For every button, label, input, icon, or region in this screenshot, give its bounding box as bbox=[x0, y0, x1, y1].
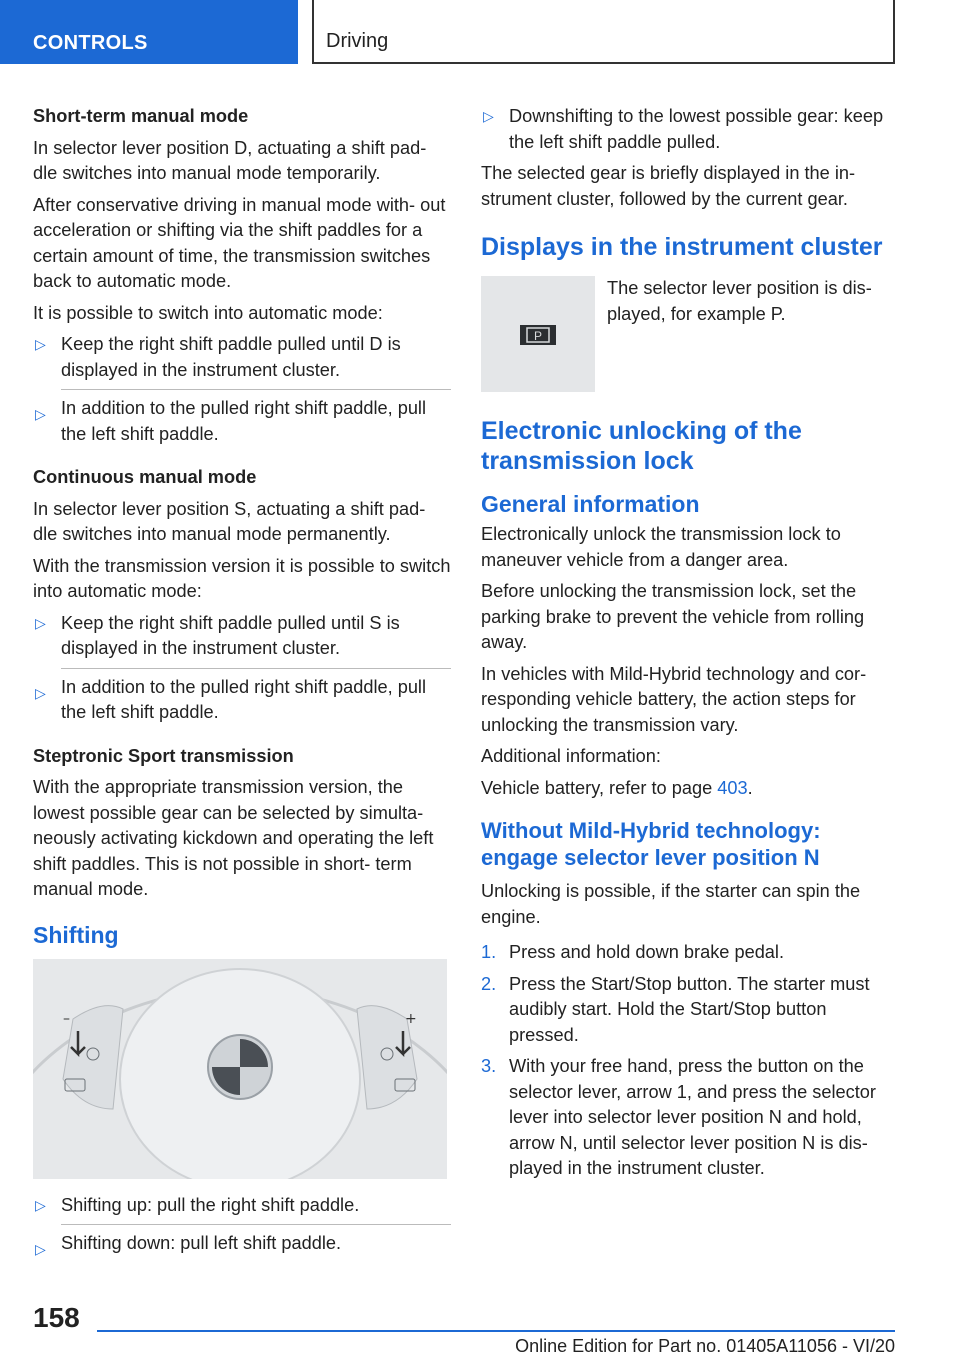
list-item: ▷ Keep the right shift paddle pulled until D is displayed in the instrument cluster. bbox=[35, 334, 401, 380]
steptronic-p1: With the appropriate transmission version, the lowest possible gear can be selected by simulta‐ neously activating kickdown and operating the left shift paddles. This is not possible in short- term manual mode. bbox=[33, 777, 434, 899]
continuous-p2: With the transmission version it is possible to switch into automatic mode: bbox=[33, 555, 451, 601]
edition-footer: Online Edition for Part no. 01405A11056 - VI/20 bbox=[515, 1336, 895, 1356]
battery-reference: Vehicle battery, refer to page 403. bbox=[481, 777, 753, 798]
divider bbox=[61, 1224, 451, 1225]
divider bbox=[61, 668, 451, 669]
list-item: ▷ In addition to the pulled right shift paddle, pull the left shift paddle. bbox=[33, 389, 451, 447]
short-term-p2: After conservative driving in manual mode with‐ out acceleration or shifting via the shift paddles for a certain amount of time, the transmission switches back to automatic mode. bbox=[33, 194, 446, 291]
without-heading: Without Mild-Hybrid technology: engage selector lever position N bbox=[481, 818, 821, 870]
right-top-p1: The selected gear is briefly displayed in the in‐ strument cluster, followed by the current gear. bbox=[481, 163, 856, 209]
list-item: ▷ Shifting down: pull left shift paddle. bbox=[33, 1224, 451, 1257]
shifting-list bbox=[33, 1193, 451, 1257]
downshift-list bbox=[481, 104, 901, 155]
triangle-right-icon: ▷ bbox=[35, 614, 46, 631]
page-header bbox=[0, 0, 960, 66]
general-p2: Before unlocking the transmission lock, set the parking brake to prevent the vehicle from rolling away. bbox=[481, 581, 865, 652]
triangle-right-icon: ▷ bbox=[35, 684, 46, 701]
general-p3: In vehicles with Mild-Hybrid technology and cor‐ responding vehicle battery, the action steps for unlocking the transmission vary. bbox=[481, 663, 867, 735]
svg-text:+: + bbox=[405, 1010, 417, 1027]
page-link[interactable]: 403 bbox=[717, 777, 748, 798]
cluster-gear-label: P bbox=[533, 329, 543, 343]
list-item: 3. With your free hand, press the button on the selector lever, arrow 1, and press the selector lever into selector lever position N and hold, arrow N, until selector lever position N is dis‐ played in the instrument cluster. bbox=[481, 1056, 876, 1178]
left-column bbox=[33, 104, 451, 1263]
unlock-heading: Electronic unlocking of the transmission lock bbox=[481, 417, 802, 475]
svg-text:–: – bbox=[63, 1010, 70, 1027]
short-term-p3: It is possible to switch into automatic mode: bbox=[33, 302, 383, 323]
chapter-title: Driving bbox=[312, 0, 895, 64]
step-number: 2. bbox=[481, 973, 497, 994]
step-number: 1. bbox=[481, 942, 497, 962]
continuous-list bbox=[33, 611, 451, 726]
cluster-block bbox=[481, 276, 901, 394]
right-column bbox=[481, 104, 901, 1188]
steering-wheel-image bbox=[33, 959, 447, 1179]
list-item: ▷ Keep the right shift paddle pulled until S is displayed in the instrument cluster. bbox=[35, 612, 400, 658]
list-item: ▷ Downshifting to the lowest possible gear: keep the left shift paddle pulled. bbox=[483, 106, 884, 152]
page-number: 158 bbox=[33, 1302, 80, 1333]
footer-divider bbox=[97, 1330, 895, 1332]
list-item: 1. Press and hold down brake pedal. bbox=[481, 940, 901, 966]
continuous-title: Continuous manual mode bbox=[33, 467, 257, 487]
triangle-right-icon: ▷ bbox=[483, 108, 494, 124]
general-p4: Additional information: bbox=[481, 746, 661, 766]
triangle-right-icon: ▷ bbox=[35, 406, 46, 422]
triangle-right-icon: ▷ bbox=[35, 336, 46, 352]
general-p1: Electronically unlock the transmission lock to maneuver vehicle from a danger area. bbox=[481, 524, 841, 570]
divider bbox=[61, 389, 451, 390]
instrument-cluster-image bbox=[481, 276, 595, 392]
displays-heading: Displays in the instrument cluster bbox=[481, 233, 883, 261]
triangle-right-icon: ▷ bbox=[35, 1241, 46, 1257]
steptronic-title: Steptronic Sport transmission bbox=[33, 745, 294, 766]
shifting-heading: Shifting bbox=[33, 921, 119, 948]
section-tab[interactable]: CONTROLS bbox=[0, 0, 298, 64]
without-p1: Unlocking is possible, if the starter can spin the engine. bbox=[481, 881, 861, 927]
short-term-p1: In selector lever position D, actuating a shift pad‐ dle switches into manual mode temporarily. bbox=[33, 137, 427, 183]
triangle-right-icon: ▷ bbox=[35, 1196, 46, 1213]
displays-text: The selector lever position is dis‐ played, for example P. bbox=[607, 278, 872, 324]
step-number: 3. bbox=[481, 1056, 497, 1076]
list-item: ▷ In addition to the pulled right shift paddle, pull the left shift paddle. bbox=[33, 668, 451, 726]
short-term-list bbox=[33, 332, 451, 447]
general-heading: General information bbox=[481, 491, 700, 517]
continuous-p1: In selector lever position S, actuating a shift pad‐ dle switches into manual mode permanently. bbox=[33, 498, 426, 544]
short-term-title: Short-term manual mode bbox=[33, 106, 249, 126]
list-item: ▷ Shifting up: pull the right shift paddle. bbox=[33, 1193, 451, 1219]
steps-list bbox=[481, 940, 901, 1182]
list-item: 2. Press the Start/Stop button. The starter must audibly start. Hold the Start/Stop button pressed. bbox=[481, 973, 870, 1045]
